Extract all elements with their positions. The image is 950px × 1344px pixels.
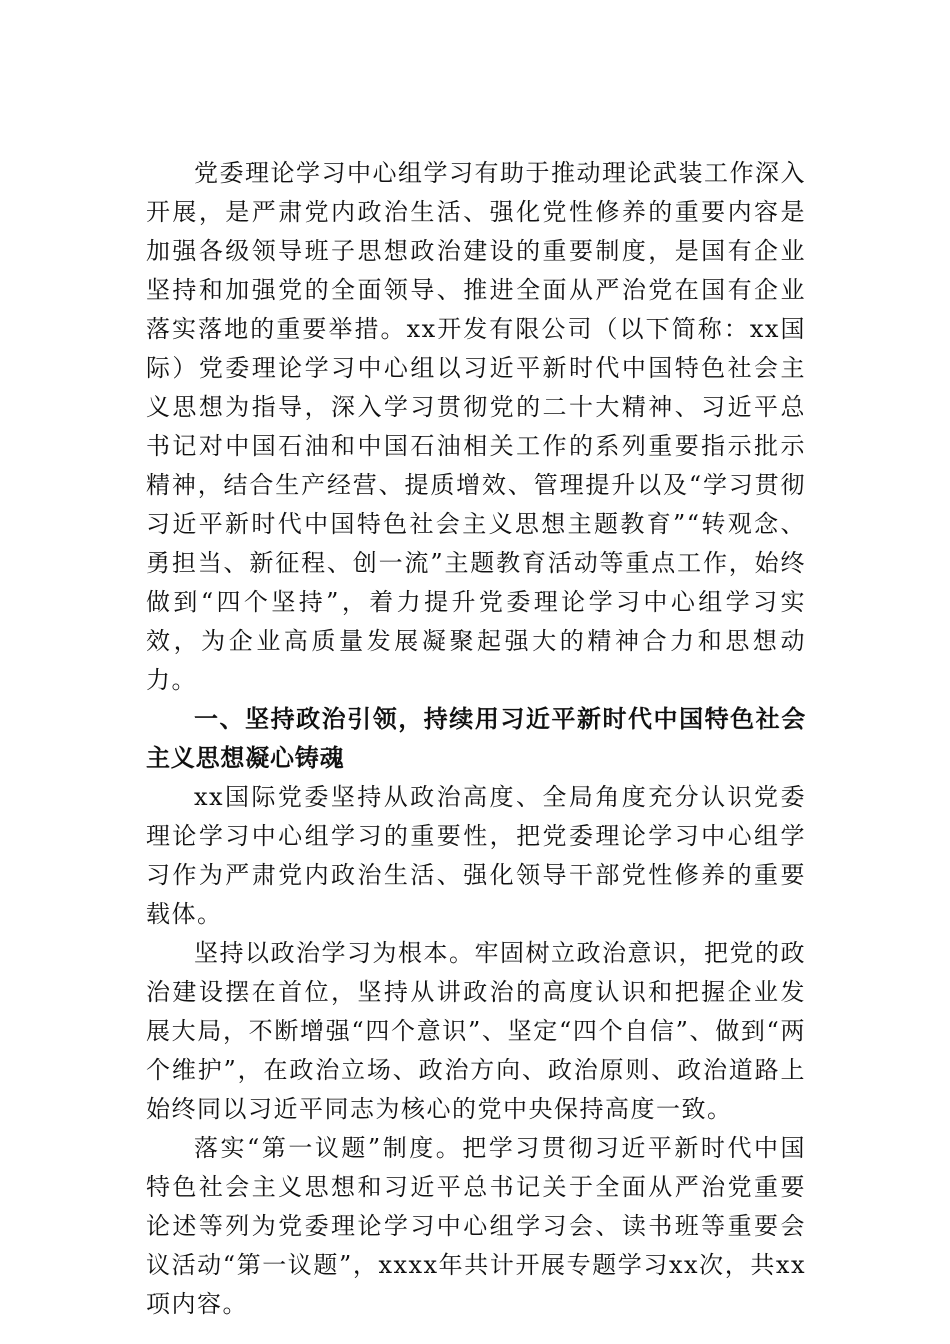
section-1-paragraph-1: xx国际党委坚持从政治高度、全局角度充分认识党委理论学习中心组学习的重要性，把党委理论学习中心组学习作为严肃党内政治生活、强化领导干部党性修养的重要载体。: [146, 783, 806, 928]
section-1-paragraph-3: 落实“第一议题”制度。把学习贯彻习近平新时代中国特色社会主义思想和习近平总书记关于全面从严治党重要论述等列为党委理论学习中心组学习会、读书班等重要会议活动“第一议题”，xxxx年共计开展专题学习xx次，共xx项内容。: [146, 1134, 806, 1318]
intro-paragraph: 党委理论学习中心组学习有助于推动理论武装工作深入开展，是严肃党内政治生活、强化党性修养的重要内容是加强各级领导班子思想政治建设的重要制度，是国有企业坚持和加强党的全面领导、推进全面从严治党在国有企业落实落地的重要举措。xx开发有限公司（以下简称：xx国际）党委理论学习中心组以习近平新时代中国特色社会主义思想为指导，深入学习贯彻党的二十大精神、习近平总书记对中国石油和中国石油相关工作的系列重要指示批示精神，结合生产经营、提质增效、管理提升以及“学习贯彻习近平新时代中国特色社会主义思想主题教育”“转观念、勇担当、新征程、创一流”主题教育活动等重点工作，始终做到“四个坚持”，着力提升党委理论学习中心组学习实效，为企业高质量发展凝聚起强大的精神合力和思想动力。: [146, 159, 806, 694]
section-1-paragraph-2: 坚持以政治学习为根本。牢固树立政治意识，把党的政治建设摆在首位，坚持从讲政治的高度认识和把握企业发展大局，不断增强“四个意识”、坚定“四个自信”、做到“两个维护”，在政治立场、政治方向、政治原则、政治道路上始终同以习近平同志为核心的党中央保持高度一致。: [146, 939, 806, 1123]
document-body: [146, 154, 806, 1324]
section-1-heading: 一、坚持政治引领，持续用习近平新时代中国特色社会主义思想凝心铸魂: [146, 705, 806, 772]
